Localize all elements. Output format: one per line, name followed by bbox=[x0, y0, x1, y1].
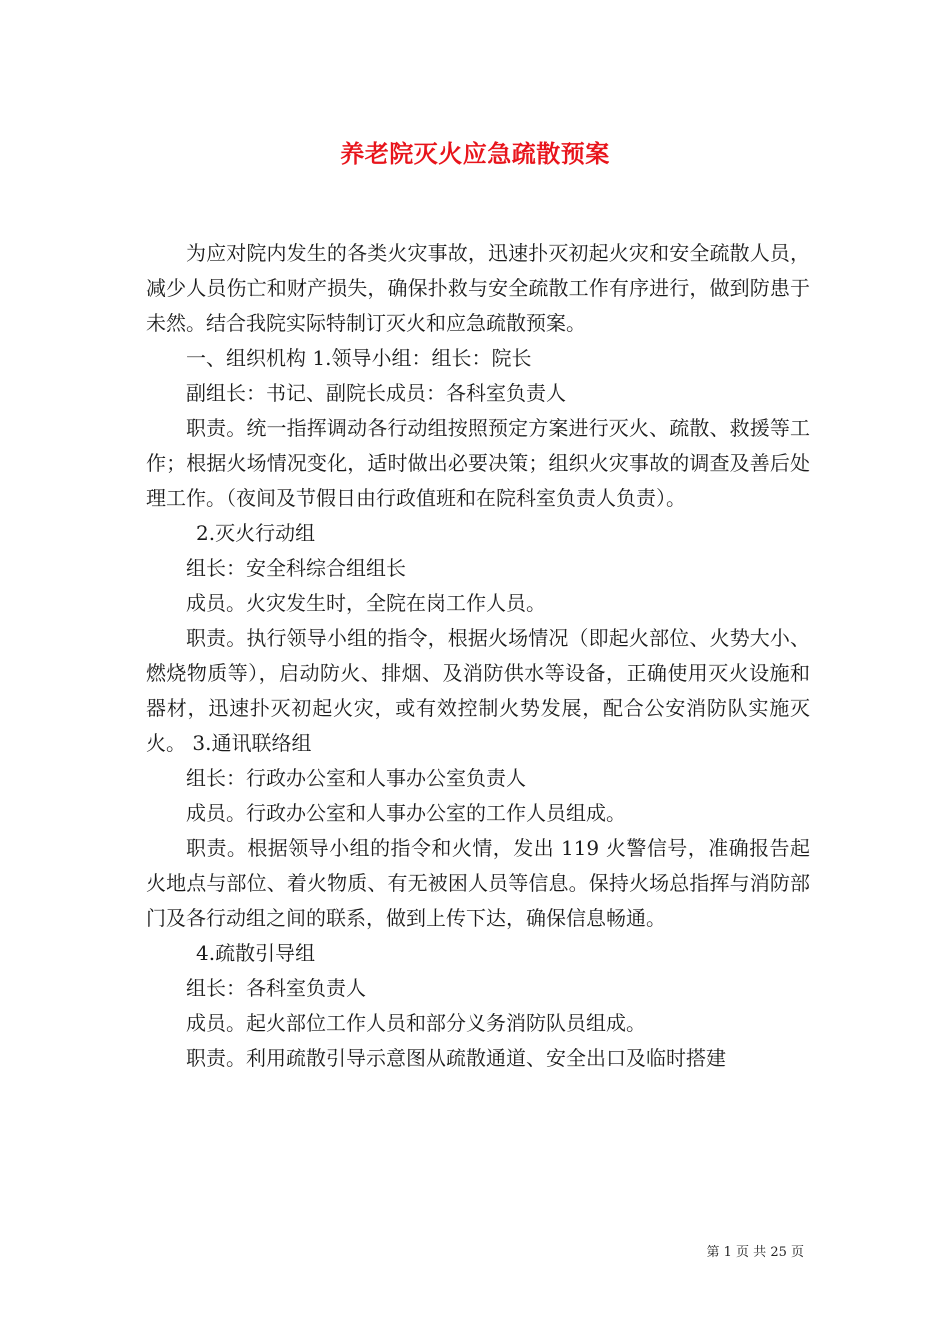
page-number: 第 1 页 共 25 页 bbox=[706, 1245, 804, 1260]
paragraph-firefighting-leader: 组长：安全科综合组组长 bbox=[186, 556, 406, 580]
paragraph-evacuation-leader: 组长：各科室负责人 bbox=[186, 976, 366, 1000]
paragraph-intro: 为应对院内发生的各类火灾事故，迅速扑灭初起火灾和安全疏散人员，减少人员伤亡和财产损失，确保扑救与安全疏散工作有序进行，做到防患于未然。结合我院实际特制订灭火和应急疏散预案。 bbox=[146, 241, 810, 335]
heading-firefighting-group: 2.灭火行动组 bbox=[196, 521, 316, 545]
document-body bbox=[146, 236, 810, 1076]
paragraph-org-structure: 一、组织机构 1.领导小组：组长：院长 bbox=[186, 346, 532, 370]
paragraph-comm-duties: 职责。根据领导小组的指令和火情，发出 119 火警信号，准确报告起火地点与部位、着火物质、有无被困人员等信息。保持火场总指挥与消防部门及各行动组之间的联系，做到上传下达，确保信息畅通。 bbox=[146, 836, 810, 930]
paragraph-firefighting-members: 成员。火灾发生时，全院在岗工作人员。 bbox=[186, 591, 546, 615]
paragraph-leader-duties: 职责。统一指挥调动各行动组按照预定方案进行灭火、疏散、救援等工作；根据火场情况变化，适时做出必要决策；组织火灾事故的调查及善后处理工作。（夜间及节假日由行政值班和在院科室负责人负责）。 bbox=[146, 416, 810, 510]
document-title: 养老院灭火应急疏散预案 bbox=[340, 139, 610, 168]
paragraph-comm-members: 成员。行政办公室和人事办公室的工作人员组成。 bbox=[186, 801, 626, 825]
paragraph-comm-leader: 组长：行政办公室和人事办公室负责人 bbox=[186, 766, 526, 790]
paragraph-deputy-leader: 副组长：书记、副院长成员：各科室负责人 bbox=[186, 381, 566, 405]
paragraph-firefighting-duties: 职责。执行领导小组的指令，根据火场情况（即起火部位、火势大小、燃烧物质等），启动防火、排烟、及消防供水等设备，正确使用灭火设施和器材，迅速扑灭初起火灾，或有效控制火势发展，配合公安消防队实施灭火。 3.通讯联络组 bbox=[146, 626, 810, 755]
paragraph-evacuation-members: 成员。起火部位工作人员和部分义务消防队员组成。 bbox=[186, 1011, 646, 1035]
heading-evacuation-group: 4.疏散引导组 bbox=[196, 941, 316, 965]
paragraph-evacuation-duties: 职责。利用疏散引导示意图从疏散通道、安全出口及临时搭建 bbox=[186, 1046, 726, 1070]
